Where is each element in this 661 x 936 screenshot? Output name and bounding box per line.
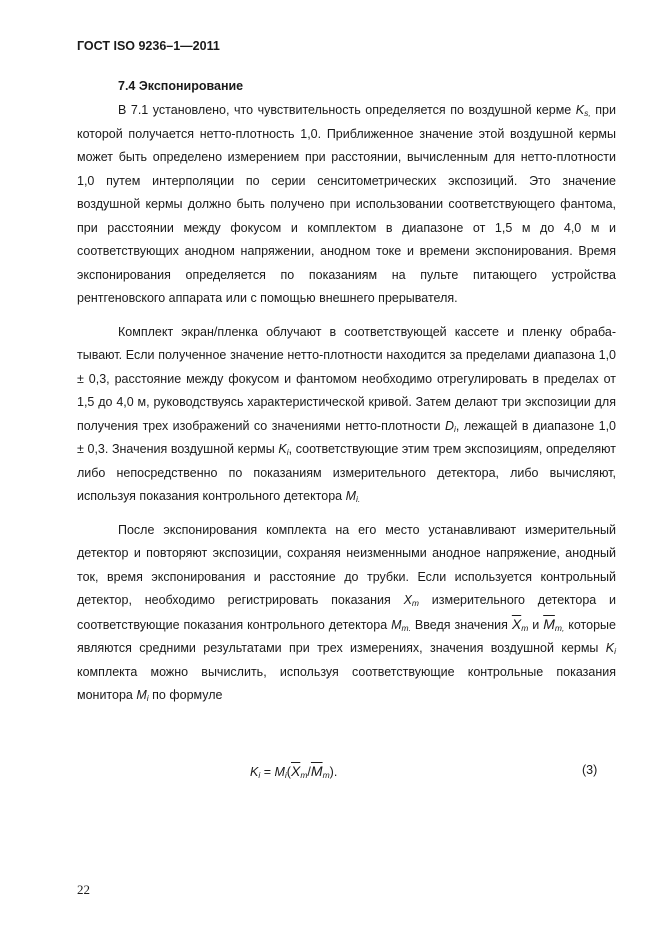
formula-expression [250,763,337,779]
symbol-subscript: s, [584,108,591,118]
document-header: ГОСТ ISO 9236–1—2011 [77,39,220,53]
formula-part: ( [286,765,291,779]
symbol-base: X [403,593,412,607]
symbol-subscript: m [521,622,529,633]
symbol-ks [576,103,591,117]
text-run: которые являются средними результатами при трех измерениях, значения воздушной кермы [77,617,616,655]
formula-part: = [260,765,275,779]
text-run: В 7.1 установлено, что чувствительность определяется по воздушной керме [118,103,576,117]
symbol-base: $\overline{M}$ [543,615,555,632]
symbol-base: D [444,418,455,433]
page-number: 22 [77,882,90,897]
text-run: После экспонирования комплекта на его место устанавливают измерительный детектор и повторяют экспозиции, сохраняя неизменными анодное напряжение, анодный ток, время экспонирования и расстояние до трубки. Если используется контрольный детектор, необходимо регистрировать показания [77,522,616,607]
body-text [77,99,616,718]
formula-part: $\overline{M}$ [310,763,323,779]
symbol-mi [136,688,148,702]
symbol-mi [346,489,361,503]
symbol-subscript: i [454,423,456,434]
symbol-mm-mean [543,615,565,633]
symbol-mm [391,618,411,632]
symbol-subscript: i [146,693,149,703]
text-run: , соответствующие этим трем экспозициям, определяют либо непосредственно по показаниям измерительного детектора, либо вычисляют, используя показания контрольного детектора [77,442,617,503]
text-run: Комплект экран/пленка облучают в соответствующей кассете и пленку обрабатывают. Если полученное значение нетто-плотности находится за пределами диапазона 1,0 ± 0,3, расстояние между фокусом и фантомом необходимо отрегулировать в пределах от 1,5 до 4,0 м, руководствуясь характеристической кривой. Затем делают три экспозиции для получения трех изображений со значениями нетто-плотности [77,324,616,433]
formula-part: M [274,765,285,779]
paragraph-2 [77,321,616,509]
symbol-ki [606,641,616,655]
symbol-subscript: i. [356,494,361,504]
paragraph-3 [77,519,616,708]
formula-part: $\overline{X}$ [290,763,301,779]
symbol-base: K [575,103,585,117]
symbol-di [445,419,456,433]
formula-part: / [307,765,311,779]
symbol-subscript: i [614,646,616,656]
formula-part: m [300,770,308,780]
symbol-base: K [278,442,287,456]
section-heading: 7.4 Экспонирование [118,79,244,93]
paragraph-1 [77,99,616,311]
symbol-subscript: i [286,447,289,457]
text-run: Введя значения [410,617,512,632]
formula-number: (3) [582,763,598,777]
text-run: комплекта можно вычислить, используя соответствующие контрольные показания монитора [77,664,616,702]
formula-part: i [258,770,261,780]
symbol-subscript: m, [554,622,565,633]
symbol-subscript: m. [401,622,411,633]
symbol-base: M [345,489,357,503]
formula-part: K [250,765,259,779]
symbol-xm [404,593,419,607]
symbol-subscript: m [411,598,419,608]
symbol-base: $\overline{X}$ [511,615,522,632]
symbol-ki [278,442,288,456]
symbol-base: K [605,641,615,655]
text-run: измерительного детектора и соответствующие показания контрольного детектора [77,593,616,632]
text-run: , лежащей в диапазоне 1,0 ± 0,3. Значения воздушной кермы [77,418,617,456]
text-run: при которой получается нетто-плотность 1,0. Приближенное значение этой воздушной кермы может быть определено измерением при расстоянии, вычисленным для нетто-плотности 1,0 путем интерполяции по серии сенситометрических экспозиций. Это значение воздушной кермы должно быть получено при использовании соответствующего фантома, при расстоянии между фокусом и комплектом в диапазоне от 1,5 м до 4,0 м и соответствующих анодном напряжении, анодном токе и времени экспонирования. Время экспонирования определяется по показаниям на пульте питающего устройства рентгеновского аппарата или с помощью внешнего прерывателя. [77,103,616,305]
symbol-xm-mean [511,615,529,633]
text-run: по формуле [148,688,223,702]
formula-part: i [284,770,287,780]
formula-part: m [322,770,330,780]
formula-part: ). [329,765,338,779]
text-run: и [528,617,544,632]
symbol-base: M [391,617,402,632]
symbol-base: M [136,688,147,702]
